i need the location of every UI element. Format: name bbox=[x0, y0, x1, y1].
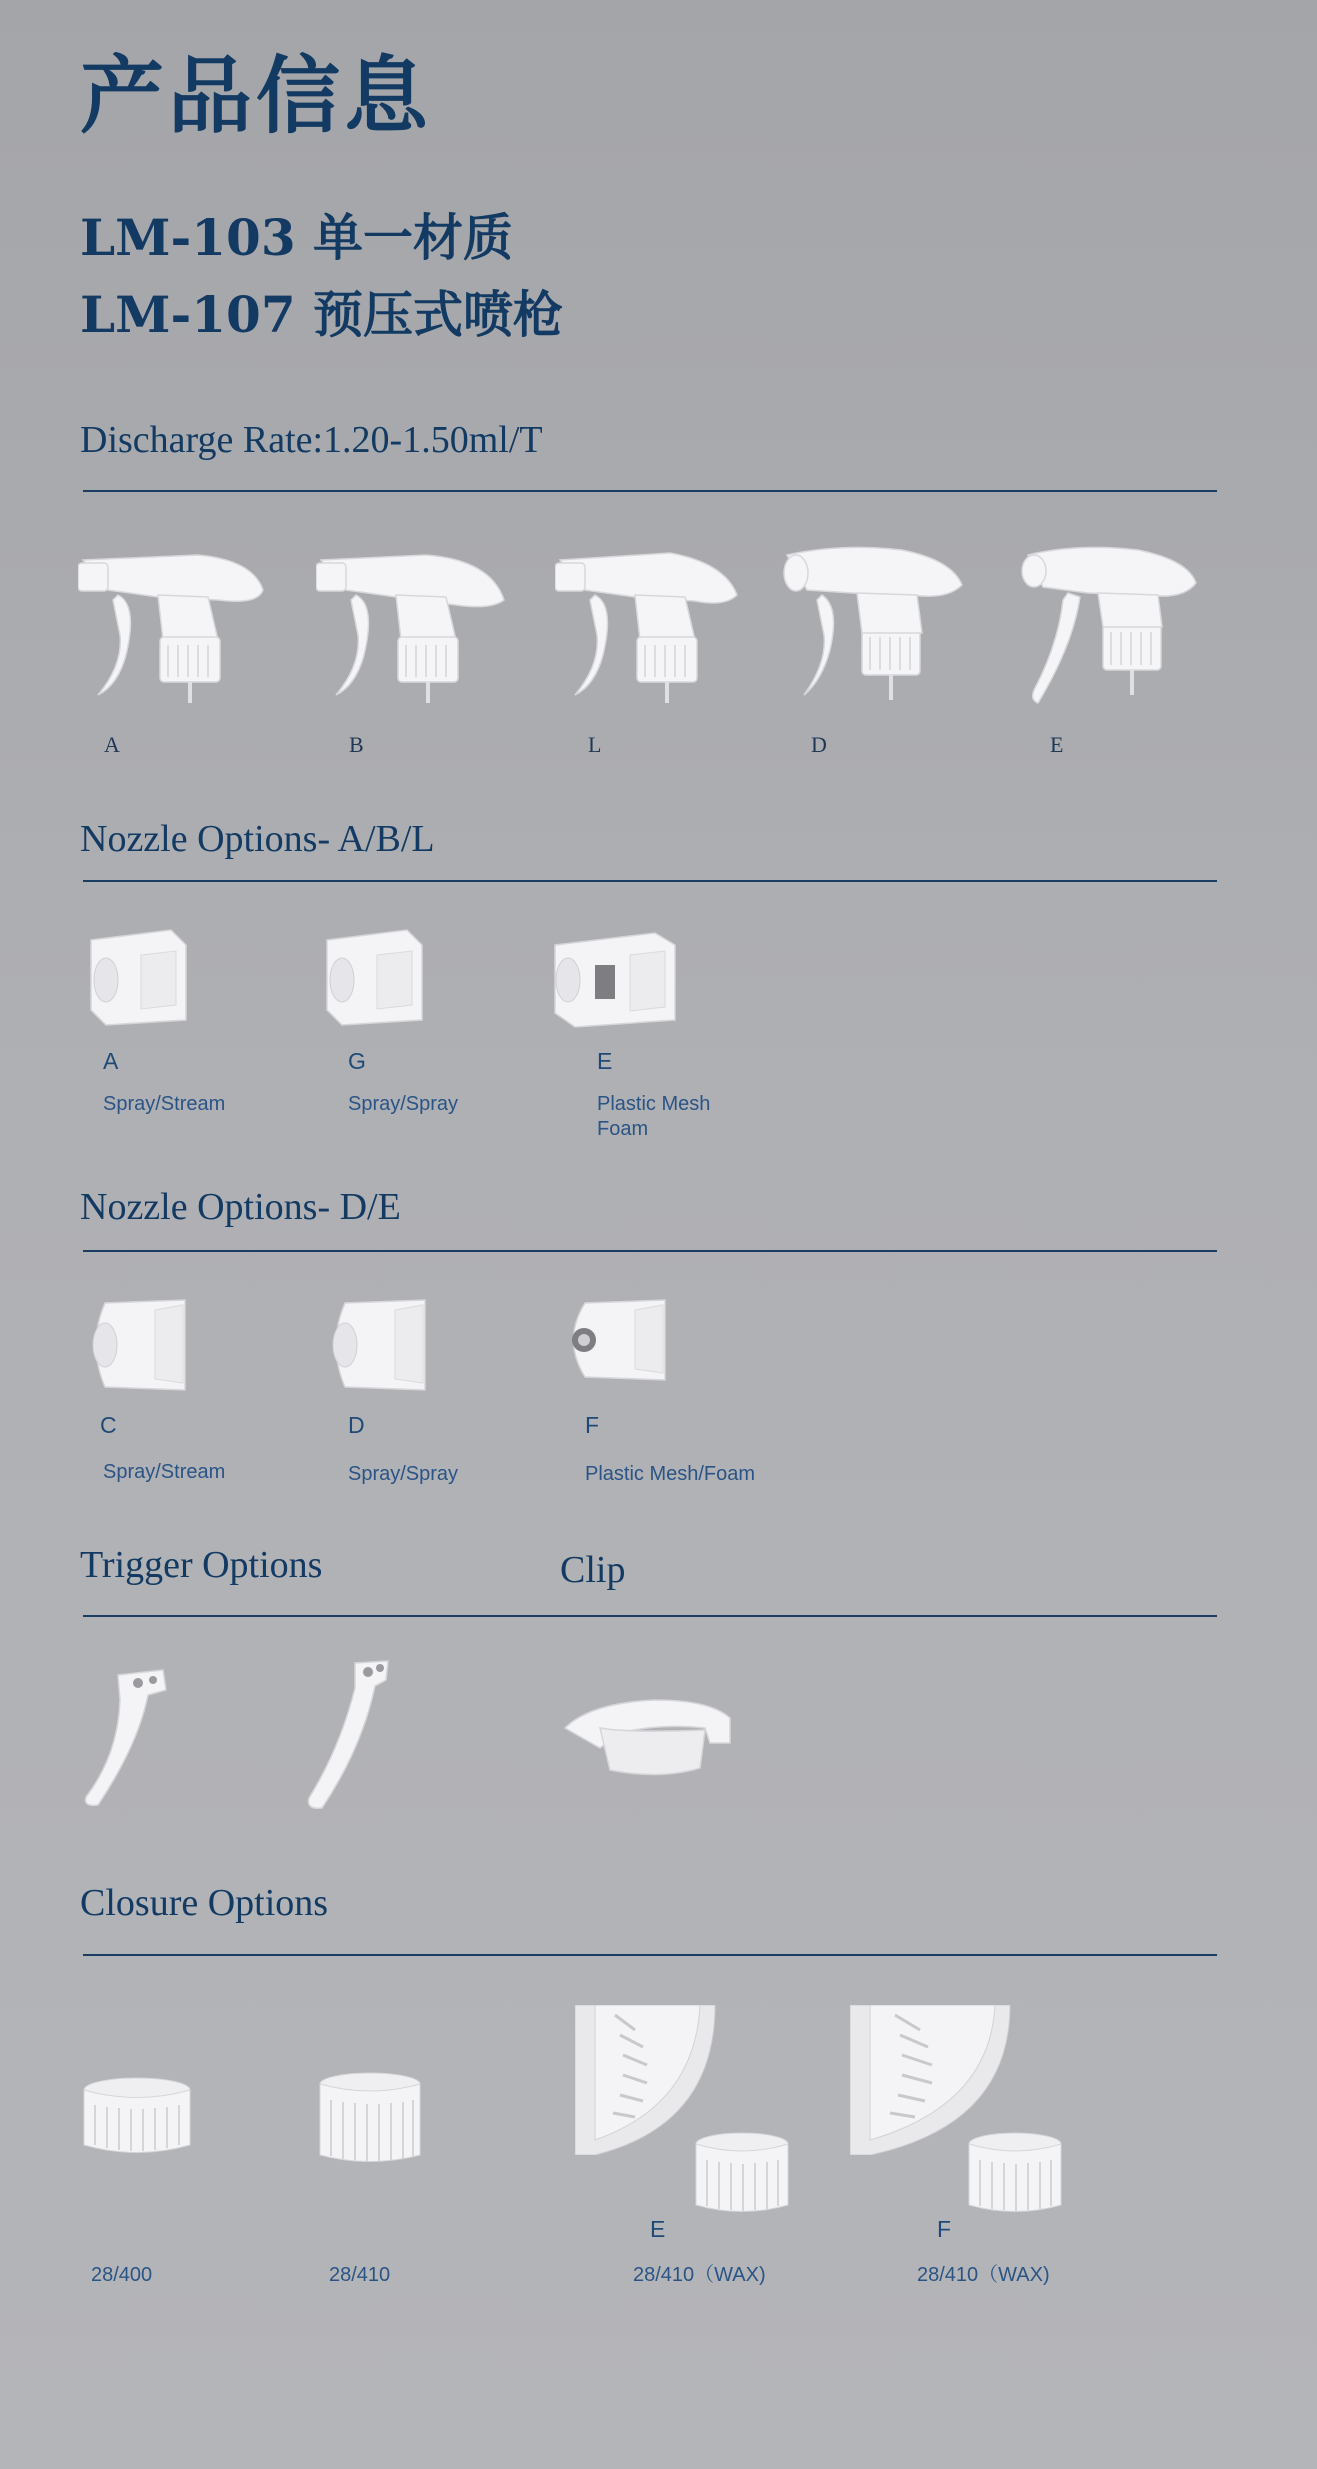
closure-options-heading: Closure Options bbox=[80, 1882, 329, 1924]
closure-size-3: 28/410（WAX) bbox=[633, 2264, 766, 2286]
trigger-sprayer-icon bbox=[555, 545, 745, 705]
nozzle-abl-label-g: G bbox=[348, 1048, 366, 1074]
nozzle-f-icon bbox=[560, 1295, 670, 1385]
trigger-icon bbox=[300, 1658, 395, 1813]
divider bbox=[83, 880, 1217, 882]
nozzle-c-icon bbox=[85, 1295, 190, 1395]
divider bbox=[83, 490, 1217, 492]
closure-size-1: 28/400 bbox=[91, 2264, 153, 2286]
model-title-1: LM-103 单一材质 bbox=[80, 208, 514, 267]
divider bbox=[83, 1954, 1217, 1956]
clip-heading: Clip bbox=[560, 1549, 626, 1591]
sprayer-label-d: D bbox=[811, 732, 827, 757]
nozzle-abl-desc-e-line2: Foam bbox=[597, 1118, 649, 1140]
trigger-options-heading: Trigger Options bbox=[80, 1544, 323, 1586]
discharge-rate-heading: Discharge Rate:1.20-1.50ml/T bbox=[80, 419, 543, 461]
nozzle-abl-label-e: E bbox=[597, 1048, 613, 1074]
page-title: 产品信息 bbox=[80, 46, 433, 145]
divider bbox=[83, 1250, 1217, 1252]
nozzle-a-icon bbox=[86, 925, 191, 1030]
nozzle-de-label-d: D bbox=[348, 1412, 365, 1438]
trigger-sprayer-icon bbox=[316, 545, 506, 705]
nozzle-e-icon bbox=[550, 925, 680, 1030]
nozzle-abl-desc-a: Spray/Stream bbox=[103, 1093, 226, 1115]
closure-label-e: E bbox=[650, 2216, 666, 2242]
model-title-2: LM-107 预压式喷枪 bbox=[80, 285, 564, 344]
sprayer-label-e: E bbox=[1050, 732, 1064, 757]
nozzle-abl-desc-e: Plastic Mesh bbox=[597, 1093, 711, 1115]
sprayer-label-b: B bbox=[349, 732, 364, 757]
trigger-sprayer-icon bbox=[1018, 545, 1208, 705]
nozzle-de-heading: Nozzle Options- D/E bbox=[80, 1186, 401, 1228]
nozzle-g-icon bbox=[322, 925, 427, 1030]
nozzle-d-icon bbox=[325, 1295, 430, 1395]
nozzle-de-label-c: C bbox=[100, 1412, 117, 1438]
closure-size-2: 28/410 bbox=[329, 2264, 391, 2286]
closure-cap-icon bbox=[965, 2130, 1065, 2220]
nozzle-de-label-f: F bbox=[585, 1412, 600, 1438]
closure-cap-icon bbox=[315, 2070, 425, 2170]
closure-size-4: 28/410（WAX) bbox=[917, 2264, 1050, 2286]
nozzle-de-desc-f: Plastic Mesh/Foam bbox=[585, 1463, 756, 1485]
nozzle-de-desc-c: Spray/Stream bbox=[103, 1461, 226, 1483]
trigger-icon bbox=[78, 1665, 173, 1810]
nozzle-abl-label-a: A bbox=[103, 1048, 119, 1074]
nozzle-abl-heading: Nozzle Options- A/B/L bbox=[80, 818, 435, 860]
closure-cap-icon bbox=[80, 2075, 195, 2160]
sprayer-label-a: A bbox=[104, 732, 120, 757]
clip-icon bbox=[560, 1688, 735, 1788]
divider bbox=[83, 1615, 1217, 1617]
trigger-sprayer-icon bbox=[78, 545, 268, 705]
nozzle-abl-desc-g: Spray/Spray bbox=[348, 1093, 459, 1115]
trigger-sprayer-icon bbox=[782, 545, 972, 705]
nozzle-de-desc-d: Spray/Spray bbox=[348, 1463, 459, 1485]
closure-cap-icon bbox=[692, 2130, 792, 2220]
closure-label-f: F bbox=[937, 2216, 952, 2242]
sprayer-label-l: L bbox=[588, 732, 602, 757]
